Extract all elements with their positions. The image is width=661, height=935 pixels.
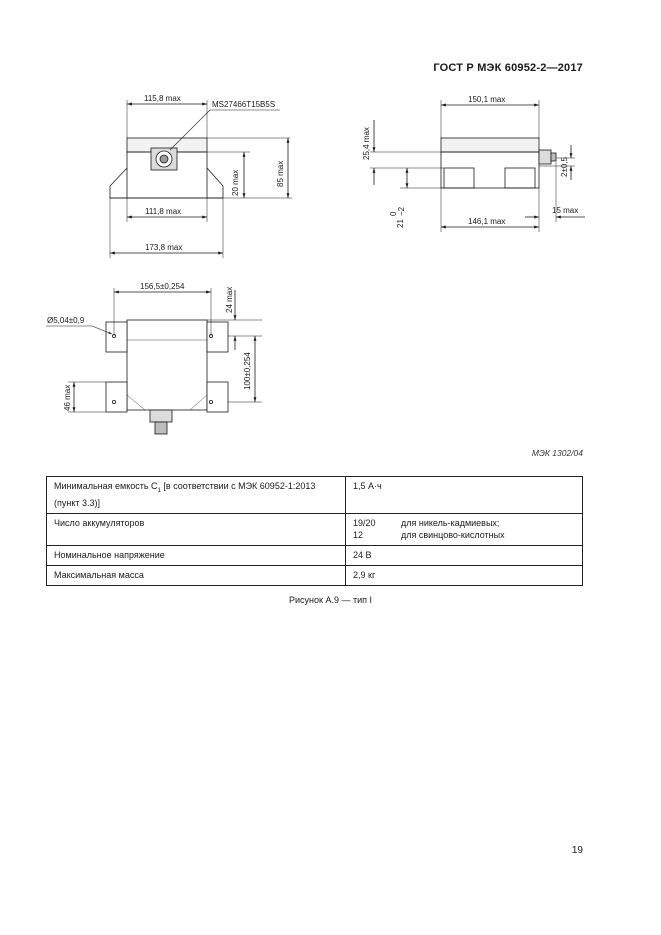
value-cell: 24 В (346, 545, 583, 565)
dim-connector-label: MS27466T15B5S (212, 100, 276, 109)
dim-side-connector-protrusion: 15 max (552, 206, 579, 215)
dim-plan-hole-spacing-x: 156,5±0,254 (140, 282, 185, 291)
param-cell: Номинальное напряжение (47, 545, 346, 565)
dim-side-foot-tol-lower: −2 (397, 206, 406, 216)
dim-side-top-width: 150,1 max (468, 95, 506, 104)
table-row (47, 477, 583, 514)
table-row (47, 545, 583, 565)
dim-front-inner-width: 111,8 max (145, 207, 182, 216)
figure-code: МЭК 1302/04 (531, 448, 583, 458)
side-connector-icon (539, 150, 556, 164)
dim-plan-hole-spacing-y: 100±0,254 (243, 352, 252, 390)
value-cell: 2,9 кг (346, 565, 583, 585)
value-cell: 19/20 для никель-кадмиевых; 12 для свинцово-кислотных (346, 513, 583, 545)
dim-side-foot-tol-upper: 0 (389, 211, 398, 216)
dim-front-top-width: 115,8 max (144, 94, 181, 103)
table-row (47, 513, 583, 545)
plan-connector-icon (150, 410, 172, 434)
value-cell: 1,5 А·ч (346, 477, 583, 514)
dim-front-connector-height: 20 max (231, 169, 240, 196)
param-cell: Число аккумуляторов (47, 513, 346, 545)
dim-side-top-height: 25,4 max (362, 127, 371, 160)
connector-icon (151, 148, 177, 170)
dim-side-base-width: 146,1 max (468, 217, 506, 226)
battery-technical-drawing (0, 0, 661, 440)
param-cell: Минимальная емкость $C_1$ [в соответствии с МЭК 60952-1:2013 (пункт 3.3)] (47, 477, 346, 514)
dim-plan-hole-diameter: Ø5,04±0,9 (47, 316, 85, 325)
dim-plan-offset-top: 24 max (225, 286, 234, 313)
spec-table (46, 476, 583, 586)
figure-caption: Рисунок А.9 — тип I (289, 595, 372, 605)
dim-front-overall-height: 85 max (276, 160, 285, 187)
param-cell: Максимальная масса (47, 565, 346, 585)
dim-front-base-width: 173,8 max (145, 243, 183, 252)
front-view (110, 100, 292, 258)
dim-plan-foot-width: 46 max (63, 384, 72, 411)
dim-side-connector-offset: 2±0,5 (560, 157, 569, 177)
dim-side-foot-height: 21 (396, 219, 405, 228)
document-header: ГОСТ Р МЭК 60952-2—2017 (433, 62, 583, 74)
table-row (47, 565, 583, 585)
page-number: 19 (571, 845, 583, 856)
